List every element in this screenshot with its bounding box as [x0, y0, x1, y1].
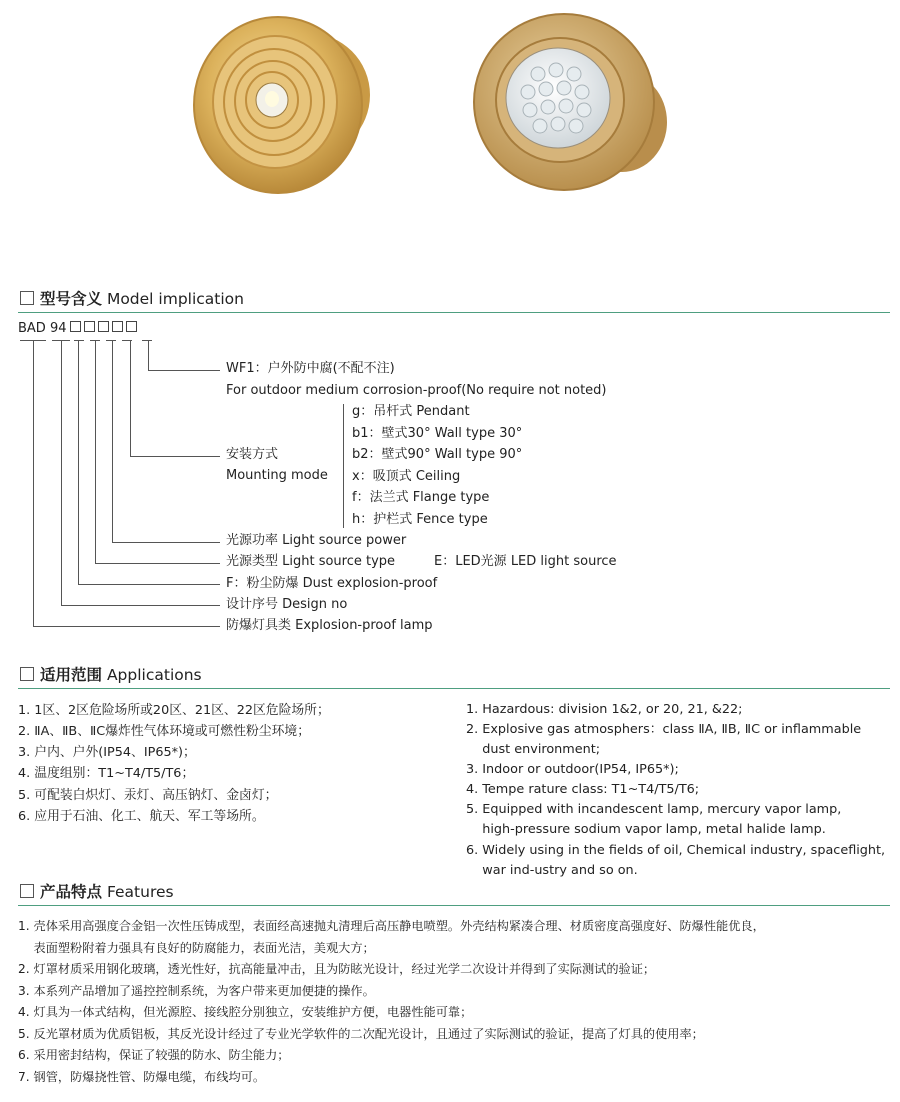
wf1-en: For outdoor medium corrosion-proof(No require not noted): [226, 383, 607, 398]
app-en-item: 4. Tempe rature class: T1~T4/T5/T6;: [466, 782, 700, 797]
feature-item: 6. 采用密封结构，保证了较强的防水、防尘能力；: [18, 1048, 290, 1062]
checkbox-icon: [20, 291, 34, 305]
leader-line: [33, 626, 220, 627]
leader-line: [78, 340, 79, 584]
leader-line: [130, 340, 131, 456]
code-slot-box: [112, 321, 123, 332]
source-e-label: E：LED光源 LED light source: [434, 554, 617, 569]
code-slot-box: [70, 321, 81, 332]
leader-line: [148, 340, 149, 370]
app-en-item: 5. Equipped with incandescent lamp, mercury vapor lamp,: [466, 802, 842, 817]
mount-option: x：吸顶式 Ceiling: [352, 469, 461, 484]
section-title-model: 型号含义 Model implication: [20, 287, 244, 309]
leader-line: [112, 340, 113, 542]
app-en-item: dust environment;: [466, 742, 601, 757]
code-underline: [142, 340, 152, 341]
leader-line: [95, 563, 220, 564]
leader-line: [33, 340, 34, 626]
model-code: BAD 94: [18, 321, 137, 336]
app-cn-item: 4. 温度组别：T1~T4/T5/T6；: [18, 766, 195, 781]
section-title-applications: 适用范围 Applications: [20, 663, 202, 685]
lamp-photo-single-led: [190, 0, 380, 205]
app-cn-item: 1. 1区、2区危险场所或20区、21区、22区危险场所；: [18, 703, 330, 718]
app-en-item: high-pressure sodium vapor lamp, metal halide lamp.: [466, 822, 826, 837]
mount-option: b1：壁式30° Wall type 30°: [352, 426, 523, 441]
mount-cn: 安装方式: [226, 447, 279, 462]
options-bracket: [343, 404, 344, 528]
mount-option: h：护栏式 Fence type: [352, 512, 488, 527]
app-en-item: 6. Widely using in the fields of oil, Chemical industry, spaceflight,: [466, 843, 886, 858]
source-type-label: 光源类型 Light source type: [226, 554, 396, 569]
app-cn-item: 5. 可配装白炽灯、汞灯、高压钠灯、金卤灯；: [18, 788, 278, 803]
code-underline: [74, 340, 84, 341]
mount-option: b2：壁式90° Wall type 90°: [352, 447, 523, 462]
leader-line: [95, 340, 96, 563]
lamp-photo-multi-led: [472, 12, 672, 202]
leader-line: [78, 584, 220, 585]
feature-item: 5. 反光罩材质为优质铝板，其反光设计经过了专业光学软件的二次配光设计，且通过了实际测试的验证，提高了灯具的使用率；: [18, 1027, 704, 1041]
feature-item: 1. 壳体采用高强度合金铝一次性压铸成型，表面经高速抛丸清理后高压静电喷塑。外壳结构紧凑合理、材质密度高强度好、防爆性能优良，: [18, 919, 765, 933]
section-divider: [18, 905, 890, 906]
app-cn-item: 3. 户内、户外(IP54、IP65*)；: [18, 745, 196, 760]
code-slot-box: [98, 321, 109, 332]
leader-line: [130, 456, 220, 457]
leader-line: [61, 340, 62, 605]
code-slot-box: [84, 321, 95, 332]
leader-line: [61, 605, 220, 606]
power-label: 光源功率 Light source power: [226, 533, 407, 548]
feature-item: 2. 灯罩材质采用钢化玻璃，透光性好，抗高能量冲击，且为防眩光设计，经过光学二次设计并得到了实际测试的验证；: [18, 962, 656, 976]
code-underline: [106, 340, 116, 341]
section-divider: [18, 312, 890, 313]
feature-item: 3. 本系列产品增加了遥控控制系统，为客户带来更加便捷的操作。: [18, 984, 375, 998]
feature-item: 表面塑粉附着力强具有良好的防腐能力，表面光洁，美观大方；: [18, 941, 375, 955]
app-en-item: war ind-ustry and so on.: [466, 863, 638, 878]
lamp-label: 防爆灯具类 Explosion-proof lamp: [226, 618, 433, 633]
leader-line: [112, 542, 220, 543]
design-label: 设计序号 Design no: [226, 597, 348, 612]
mount-option: f：法兰式 Flange type: [352, 490, 490, 505]
app-cn-item: 2. ⅡA、ⅡB、ⅡC爆炸性气体环境或可燃性粉尘环境；: [18, 724, 310, 739]
app-en-item: 3. Indoor or outdoor(IP54, IP65*);: [466, 762, 679, 777]
section-title-features: 产品特点 Features: [20, 880, 174, 902]
app-en-item: 2. Explosive gas atmosphers：class ⅡA, ⅡB, ⅡC or inflammable: [466, 722, 862, 737]
feature-item: 7. 钢管，防爆挠性管、防爆电缆，布线均可。: [18, 1070, 266, 1084]
leader-line: [148, 370, 220, 371]
mount-en: Mounting mode: [226, 468, 328, 483]
section-divider: [18, 688, 890, 689]
mount-option: g：吊杆式 Pendant: [352, 404, 470, 419]
app-cn-item: 6. 应用于石油、化工、航天、军工等场所。: [18, 809, 265, 824]
app-en-item: 1. Hazardous: division 1&2, or 20, 21, &22;: [466, 702, 743, 717]
dust-label: F：粉尘防爆 Dust explosion-proof: [226, 576, 438, 591]
code-slot-box: [126, 321, 137, 332]
checkbox-icon: [20, 667, 34, 681]
checkbox-icon: [20, 884, 34, 898]
feature-item: 4. 灯具为一体式结构，但光源腔、接线腔分别独立，安装维护方便，电器性能可靠；: [18, 1005, 473, 1019]
wf1-cn: WF1：户外防中腐(不配不注): [226, 361, 395, 376]
